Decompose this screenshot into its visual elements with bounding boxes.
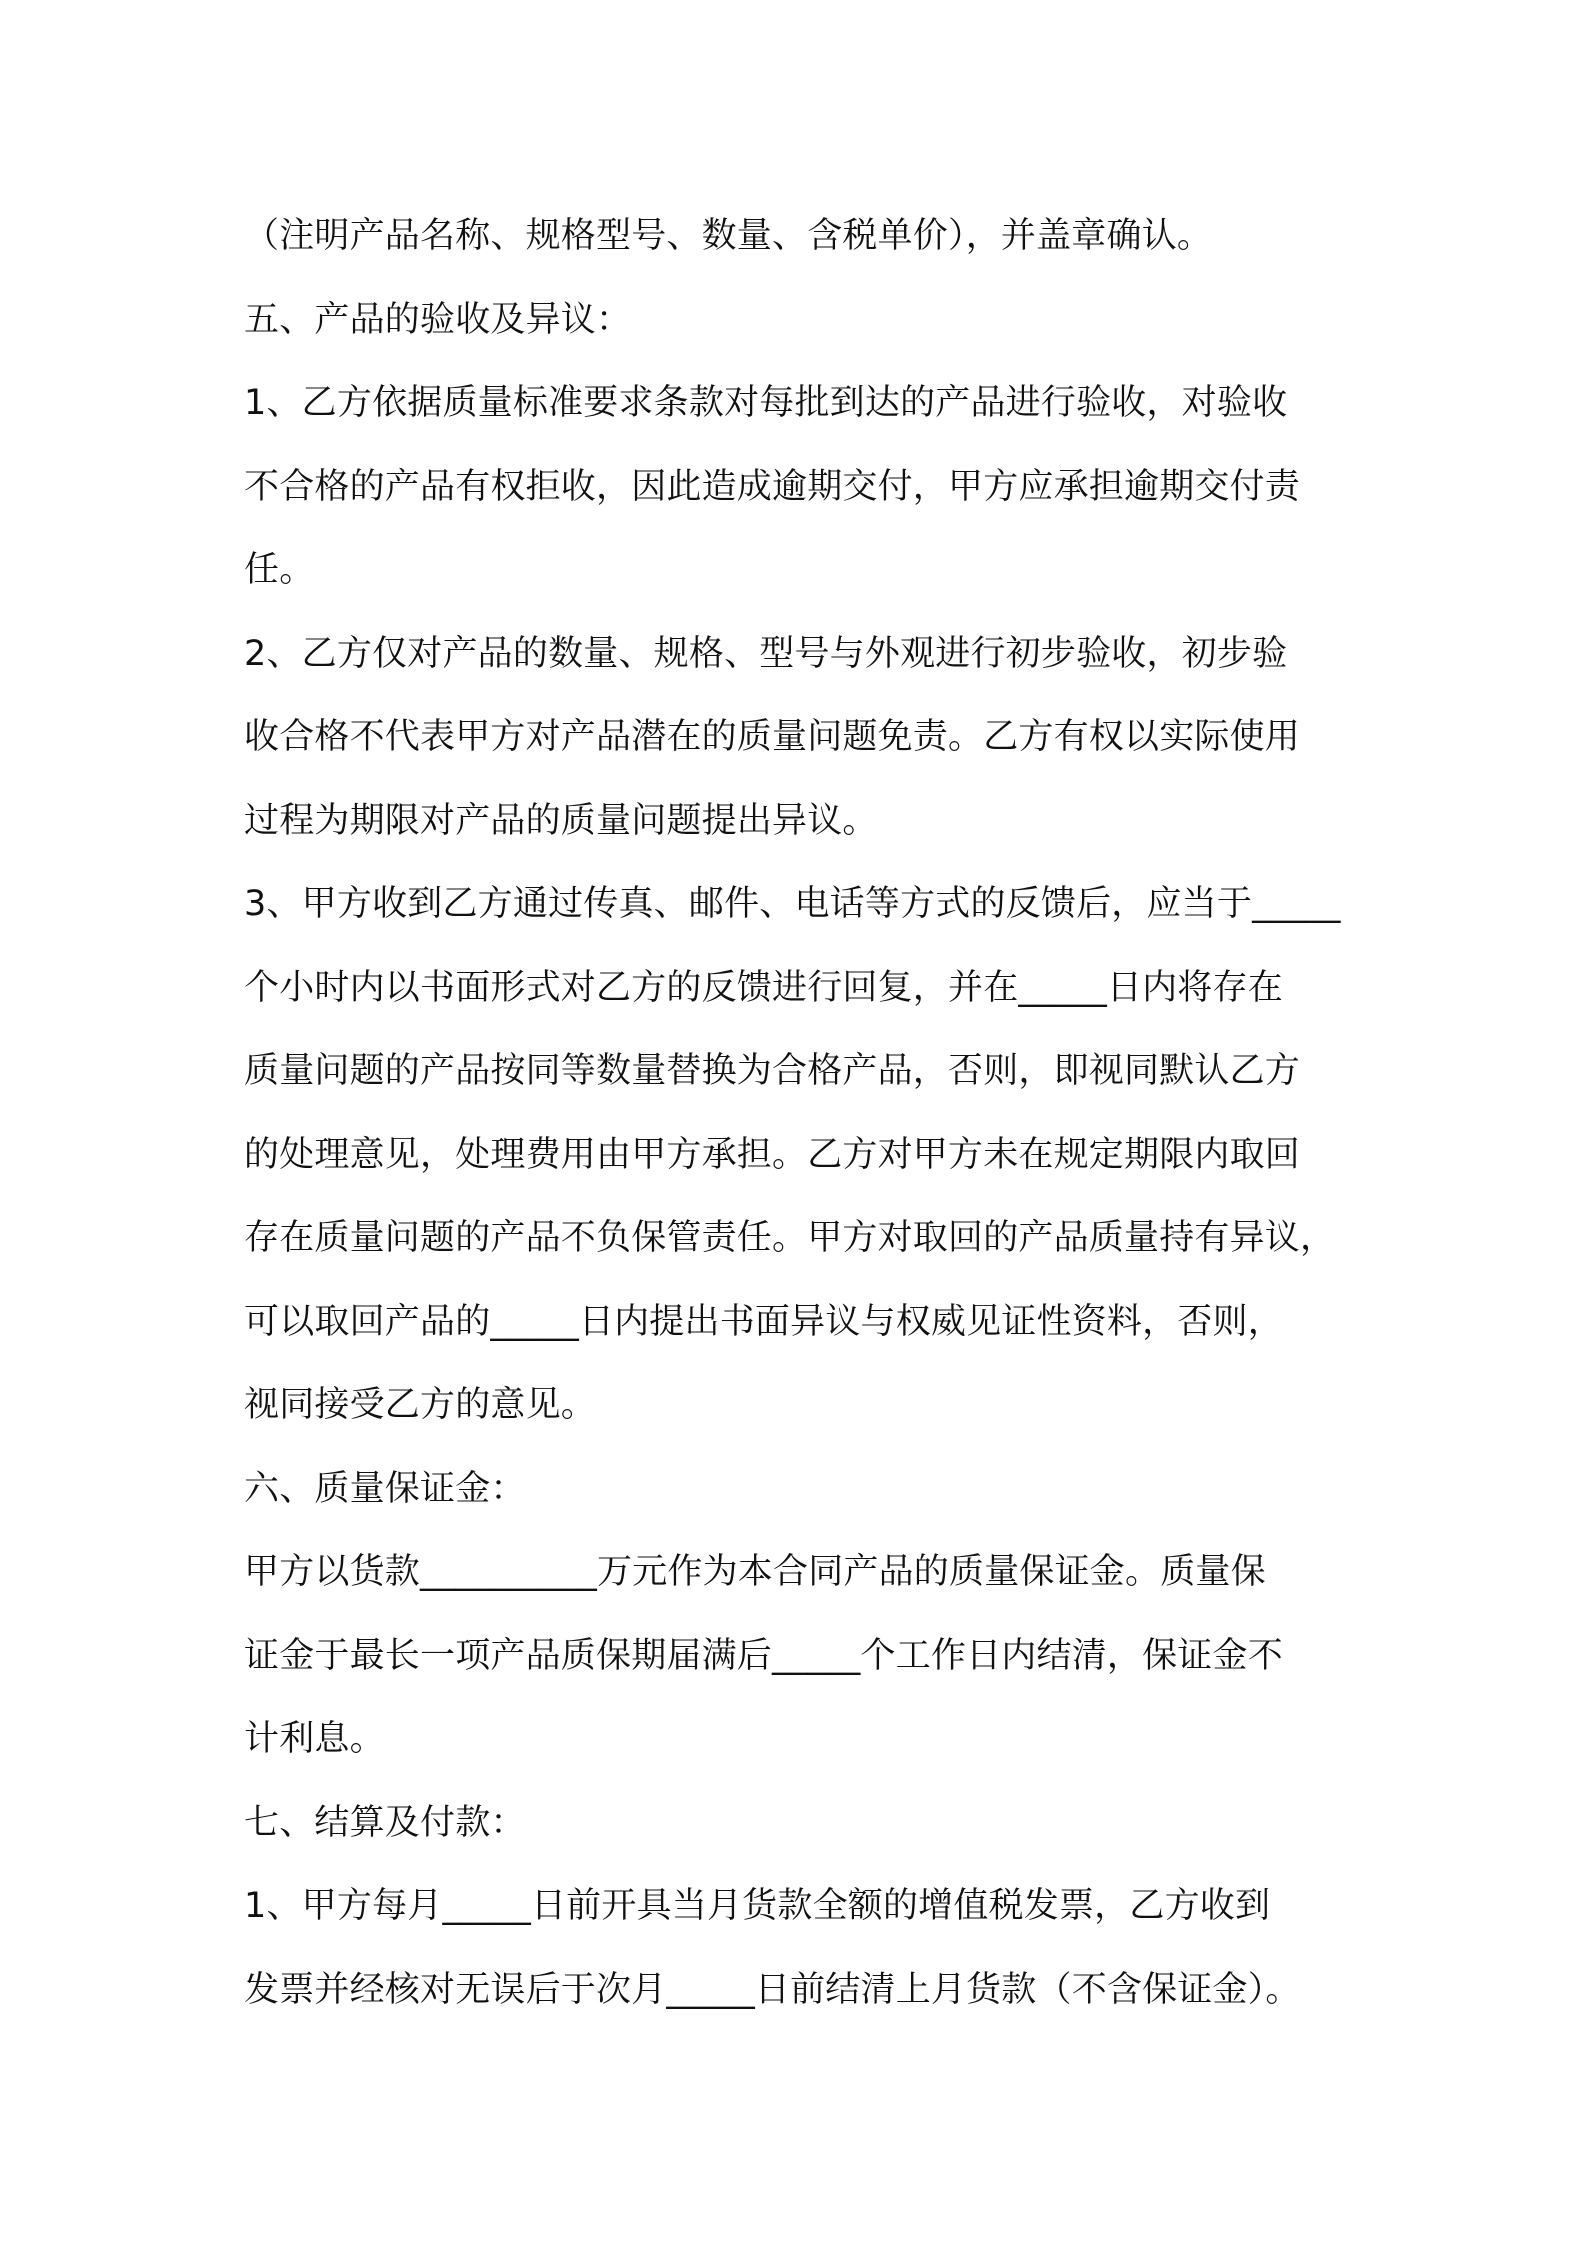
text-line: 不合格的产品有权拒收，因此造成逾期交付，甲方应承担逾期交付责 [244, 466, 1301, 507]
text-line: 任。 [244, 550, 315, 590]
text-line: 收合格不代表甲方对产品潜在的质量问题免责。乙方有权以实际使用 [244, 717, 1301, 757]
text-line: 可以取回产品的_____日内提出书面异议与权威见证性资料，否则， [244, 1301, 1283, 1342]
text-line: 的处理意见，处理费用由甲方承担。乙方对甲方未在规定期限内取回 [244, 1134, 1301, 1175]
contract-text-body [244, 195, 1374, 2032]
text-line: 过程为期限对产品的质量问题提出异议。 [244, 800, 878, 841]
section-heading-acceptance: 五、产品的验收及异议： [244, 299, 632, 340]
section-heading-quality-deposit: 六、质量保证金： [244, 1468, 526, 1509]
text-line: 计利息。 [244, 1719, 385, 1759]
text-line: 存在质量问题的产品不负保管责任。甲方对取回的产品质量持有异议， [244, 1218, 1336, 1258]
text-line: （注明产品名称、规格型号、数量、含税单价），并盖章确认。 [244, 216, 1213, 256]
text-line: 2、乙方仅对产品的数量、规格、型号与外观进行初步验收，初步验 [244, 633, 1288, 674]
text-line: 视同接受乙方的意见。 [244, 1385, 597, 1425]
text-line: 1、乙方依据质量标准要求条款对每批到达的产品进行验收，对验收 [244, 383, 1288, 423]
text-line: 证金于最长一项产品质保期届满后_____个工作日内结清，保证金不 [244, 1635, 1283, 1676]
text-line: 质量问题的产品按同等数量替换为合格产品，否则，即视同默认乙方 [244, 1051, 1301, 1091]
text-line: 1、甲方每月_____日前开具当月货款全额的增值税发票，乙方收到 [244, 1886, 1271, 1926]
section-heading-settlement: 七、结算及付款： [244, 1802, 526, 1843]
text-line: 发票并经核对无误后于次月_____日前结清上月货款（不含保证金）。 [244, 1969, 1301, 2010]
text-line: 个小时内以书面形式对乙方的反馈进行回复，并在_____日内将存在 [244, 967, 1283, 1008]
text-line: 3、甲方收到乙方通过传真、邮件、电话等方式的反馈后，应当于_____ [244, 884, 1341, 924]
text-line: 甲方以货款__________万元作为本合同产品的质量保证金。质量保 [244, 1552, 1266, 1592]
